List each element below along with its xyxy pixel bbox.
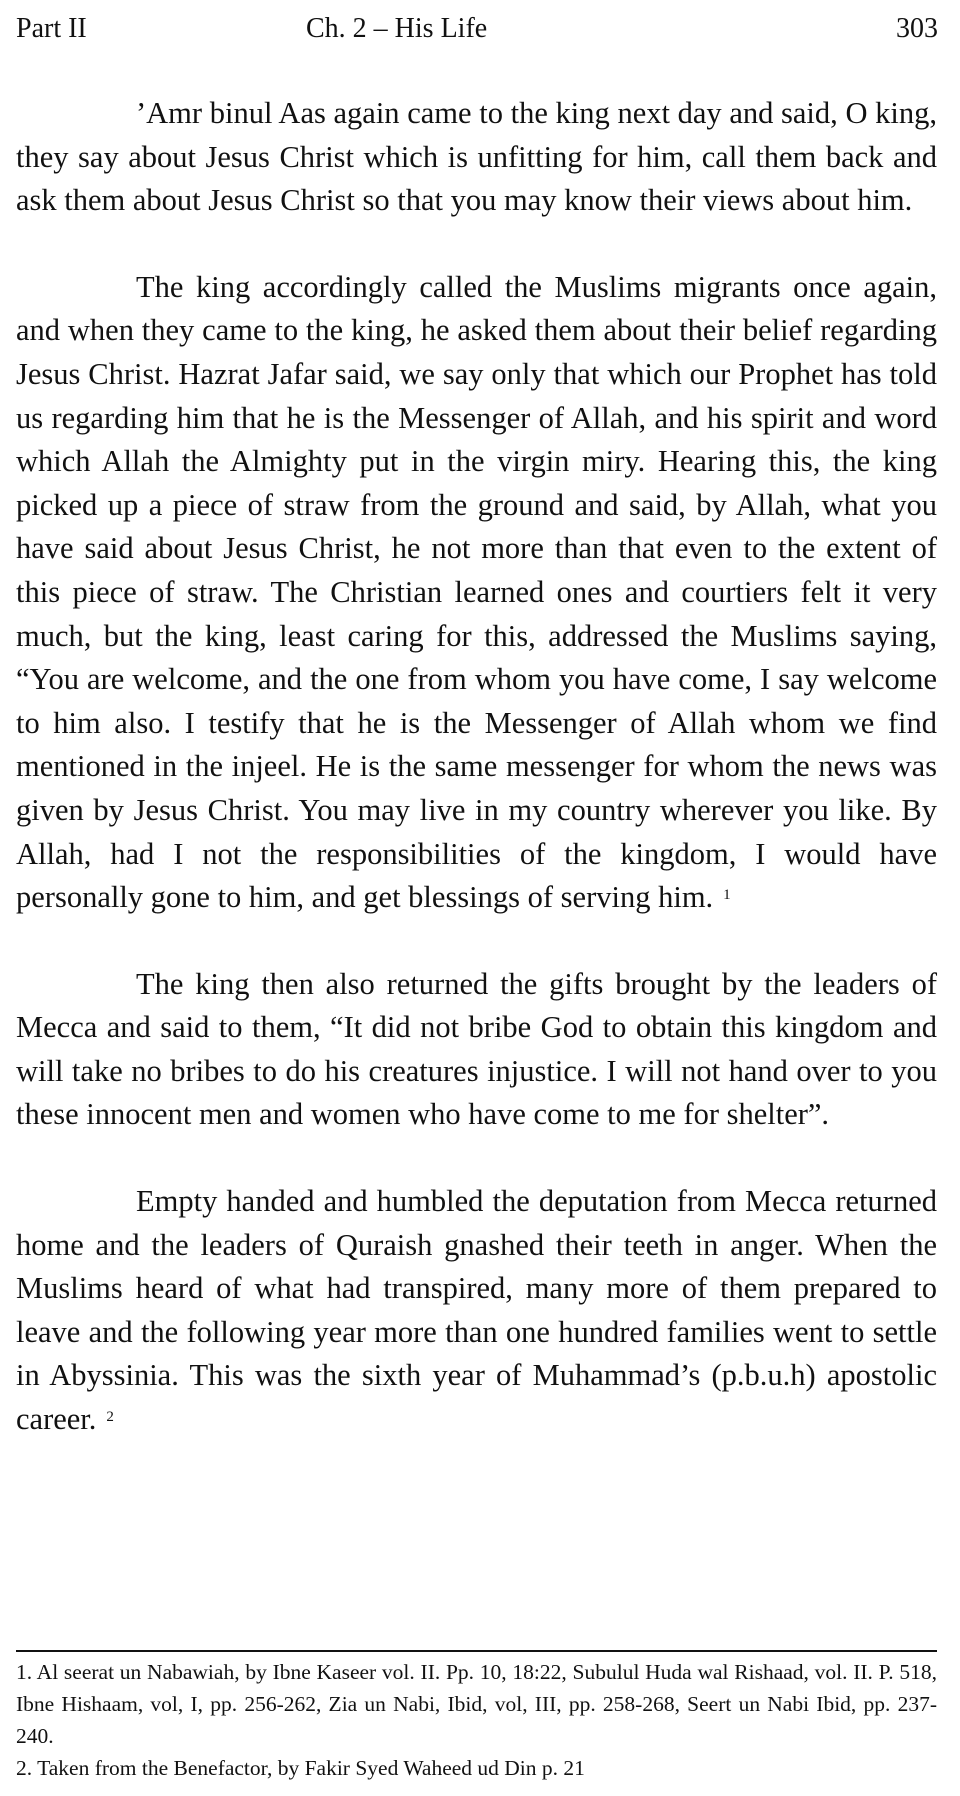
footnote-ref-2[interactable]: 2 (106, 1409, 114, 1426)
paragraph-4-text: Empty handed and humbled the deputation from Mecca returned home and the leaders of Quraish gnashed their teeth in anger. When the Muslims heard of what had transpired, many more of them prepared to leave and the following year more than one hundred families went to settle in Abyssinia. This was the sixth year of Muhammad’s (p.b.u.h) apostolic career. (16, 1184, 937, 1437)
paragraph-1-text: ’Amr binul Aas again came to the king next day and said, O king, they say about Jesus Christ which is unfitting for him, call them back and ask them about Jesus Christ so that you may know their views about him. (16, 96, 937, 218)
paragraph-2 (16, 266, 937, 920)
footnotes (16, 1656, 937, 1784)
footnote-ref-1[interactable]: 1 (723, 887, 731, 904)
paragraph-2-text: The king accordingly called the Muslims migrants once again, and when they came to the king, he asked them about their belief regarding Jesus Christ. Hazrat Jafar said, we say only that which our Prophet has told us regarding him that he is the Messenger of Allah, and his spirit and word which Allah the Almighty put in the virgin miry. Hearing this, the king picked up a piece of straw from the ground and said, by Allah, what you have said about Jesus Christ, he not more than that even to the extent of this piece of straw. The Christian learned ones and courtiers felt it very much, but the king, least caring for this, addressed the Muslims saying, “You are welcome, and the one from whom you have come, I say welcome to him also. I testify that he is the Messenger of Allah whom we find mentioned in the injeel. He is the same messenger for whom the news was given by Jesus Christ. You may live in my country wherever you like. By Allah, had I not the responsibilities of the kingdom, I would have personally gone to him, and get blessings of serving him. (16, 269, 937, 915)
body-text (16, 92, 937, 1442)
footnote-2: 2. Taken from the Benefactor, by Fakir Syed Waheed ud Din p. 21 (16, 1756, 585, 1780)
page-number: 303 (896, 13, 938, 44)
footnote-1: 1. Al seerat un Nabawiah, by Ibne Kaseer vol. II. Pp. 10, 18:22, Subulul Huda wal Rishaad, vol. II. P. 518, Ibne Hishaam, vol, I, pp. 256-262, Zia un Nabi, Ibid, vol, III, pp. 258-268, Seert un Nabi Ibid, pp. 237-240. (16, 1660, 937, 1748)
chapter-title: Ch. 2 – His Life (306, 13, 488, 44)
paragraph-4 (16, 1180, 937, 1442)
part-label: Part II (16, 13, 87, 44)
footnote-divider (16, 1650, 937, 1652)
paragraph-3 (16, 963, 937, 1137)
paragraph-1 (16, 92, 937, 223)
paragraph-3-text: The king then also returned the gifts brought by the leaders of Mecca and said to them, “It did not bribe God to obtain this kingdom and will take no bribes to do his creatures injustice. I will not hand over to you these innocent men and women who have come to me for shelter”. (16, 966, 937, 1132)
running-header (16, 12, 938, 52)
